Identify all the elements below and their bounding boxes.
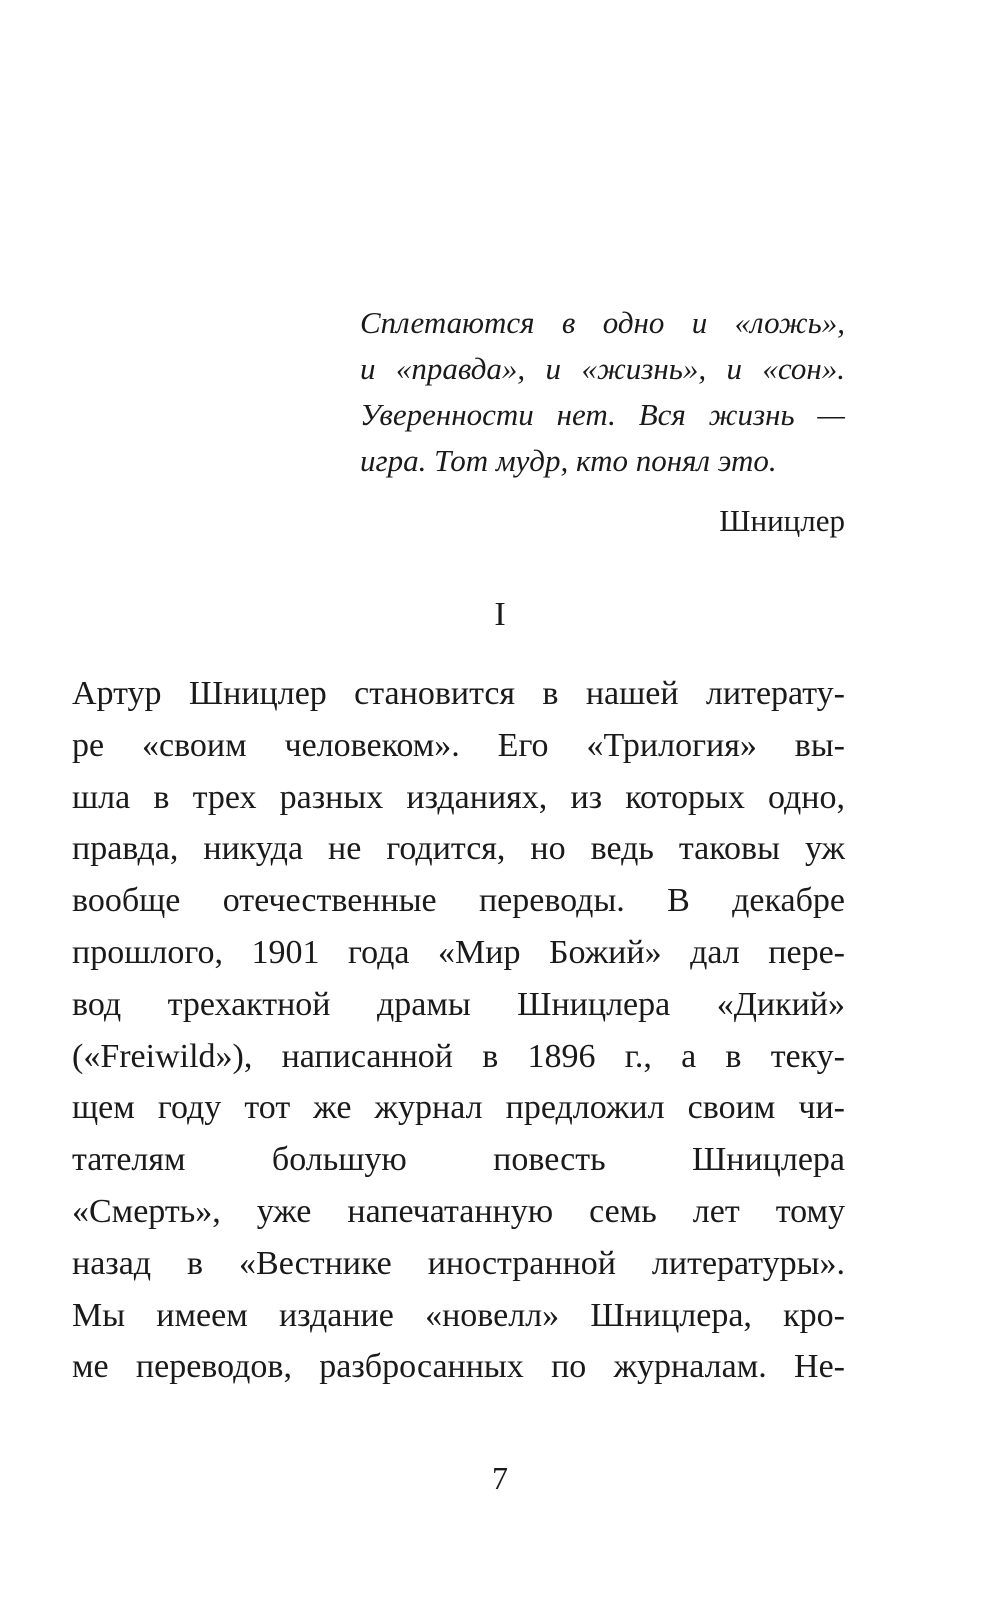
text-line: вод трехактной драмы Шницлера «Дикий»	[72, 985, 845, 1023]
text-line: ре «своим человеком». Его «Трилогия» вы-	[72, 726, 845, 764]
text-line: тателям большую повесть Шницлера	[72, 1141, 845, 1179]
text-line: «Смерть», уже напечатанную семь лет тому	[72, 1192, 845, 1230]
epigraph-line: и «правда», и «жизнь», и «сон».	[360, 351, 845, 386]
text-line: назад в «Вестнике иностранной литературы».	[72, 1244, 845, 1282]
epigraph-author: Шницлер	[719, 503, 845, 538]
text-line: шла в трех разных изданиях, из которых одно,	[72, 778, 845, 816]
text-line: («Freiwild»), написанной в 1896 г., а в теку-	[72, 1037, 845, 1075]
epigraph-line: игра. Тот мудр, кто понял это.	[360, 443, 777, 478]
text-line: прошлого, 1901 года «Мир Божий» дал пере-	[72, 933, 845, 971]
epigraph	[360, 300, 845, 544]
epigraph-line: Сплетаются в одно и «ложь»,	[360, 305, 845, 340]
text-line: правда, никуда не годится, но ведь таковы уж	[72, 830, 845, 868]
chapter-number: I	[494, 596, 506, 633]
text-line: ме переводов, разбросанных по журналам. Не-	[72, 1348, 845, 1386]
epigraph-line: Уверенности нет. Вся жизнь —	[360, 397, 845, 432]
text-line: Мы имеем издание «новелл» Шницлера, кро-	[72, 1296, 845, 1334]
text-line: щем году тот же журнал предложил своим чи-	[72, 1089, 845, 1127]
page-number: 7	[492, 1460, 508, 1496]
text-line: вообще отечественные переводы. В декабре	[72, 882, 845, 920]
body-paragraph	[72, 668, 845, 1393]
text-line: Артур Шницлер становится в нашей литерату-	[72, 675, 845, 712]
